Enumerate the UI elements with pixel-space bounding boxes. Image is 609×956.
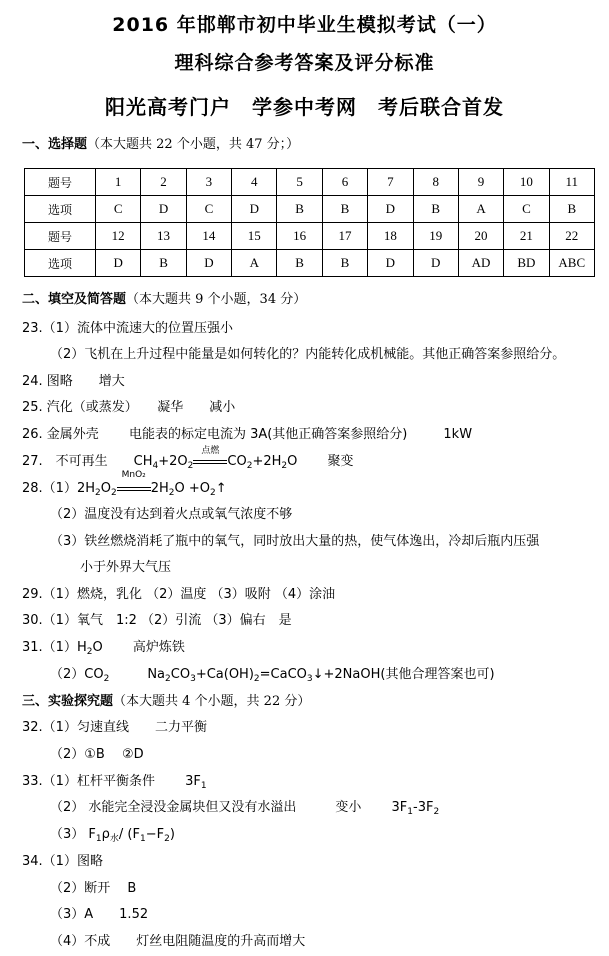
table-cell: 1 <box>96 169 141 196</box>
table-cell: 6 <box>322 169 367 196</box>
table-cell: 5 <box>277 169 322 196</box>
table-cell: 11 <box>549 169 594 196</box>
table-cell: 9 <box>458 169 503 196</box>
table-cell: 19 <box>413 223 458 250</box>
answer-33-2: （2） 水能完全浸没金属块但又没有水溢出 变小 $3F_1-3F_2$ <box>50 800 440 817</box>
table-cell: 16 <box>277 223 322 250</box>
answer-23-2: （2）飞机在上升过程中能量是如何转化的？内能转化成机械能。其他正确答案参照给分。 <box>50 347 566 362</box>
answer-28-3: （3）铁丝燃烧消耗了瓶中的氧气，同时放出大量的热，使气体逸出，冷却后瓶内压强 <box>50 534 540 549</box>
table-cell: B <box>277 250 322 277</box>
table-cell: 21 <box>504 223 549 250</box>
row-label: 题号 <box>25 223 96 250</box>
answer-25: 25. 汽化（或蒸发） 凝华 减小 <box>22 400 236 415</box>
answer-31-1: $31.(1)H_2O$ 高炉炼铁 <box>22 640 185 657</box>
table-cell: D <box>186 250 231 277</box>
table-cell: 14 <box>186 223 231 250</box>
table-cell: ABC <box>549 250 594 277</box>
table-cell: B <box>322 196 367 223</box>
section1-heading: 一、选择题（本大题共 22 个小题，共 47 分；） <box>22 137 300 152</box>
table-cell: 3 <box>186 169 231 196</box>
table-cell: BD <box>504 250 549 277</box>
answer-31-2: $(2)CO_2$ $Na_2CO_3+Ca(OH)_2=CaCO_3↓+2NaOH$(其他合理答案也可) <box>50 667 495 684</box>
table-cell: B <box>413 196 458 223</box>
answer-34-1: 34.（1）图略 <box>22 854 103 869</box>
table-row <box>25 223 595 250</box>
table-cell: AD <box>458 250 503 277</box>
table-row <box>25 250 595 277</box>
table-cell: C <box>96 196 141 223</box>
table-cell: 18 <box>368 223 413 250</box>
answer-28-1: $28.(1)2H_2O_2$ MnO₂ $2H_2O$ $+O_2↑$ <box>22 470 227 498</box>
table-cell: A <box>458 196 503 223</box>
answer-23-1: 23.（1）流体中流速大的位置压强小 <box>22 321 233 336</box>
answer-33-1: 33.（1）杠杆平衡条件 $3F_1$ <box>22 774 207 791</box>
answer-28-3-cont: 小于外界大气压 <box>80 560 172 575</box>
answer-34-3: （3）A 1.52 <box>50 907 149 922</box>
page-title: 2016 年邯郸市初中毕业生模拟考试（一） <box>112 14 497 36</box>
table-cell: 2 <box>141 169 186 196</box>
answer-24: 24. 图略 增大 <box>22 374 125 389</box>
answer-33-3: （3） $F_1\rho_水/$ $(F_1-F_2)$ <box>50 827 175 844</box>
table-cell: C <box>186 196 231 223</box>
table-cell: B <box>277 196 322 223</box>
answer-27: 27. 不可再生 $CH_4+2O_2$ 点燃 $CO_2+2H_2O$ 聚变 <box>22 450 354 471</box>
table-cell: B <box>141 250 186 277</box>
table-cell: 17 <box>322 223 367 250</box>
table-cell: D <box>368 196 413 223</box>
catalyst-label: MnO₂ <box>121 470 146 480</box>
answer-32-1: 32.（1）匀速直线 二力平衡 <box>22 720 207 735</box>
table-cell: 4 <box>232 169 277 196</box>
answer-34-2: （2）断开 B <box>50 881 137 896</box>
table-cell: B <box>322 250 367 277</box>
page-subtitle: 理科综合参考答案及评分标准 <box>174 52 435 74</box>
table-cell: D <box>141 196 186 223</box>
answer-30: 30.（1）氧气 1:2 （2）引流 （3）偏右 是 <box>22 613 292 628</box>
table-cell: 13 <box>141 223 186 250</box>
table-cell: C <box>504 196 549 223</box>
answer-table <box>24 168 595 277</box>
table-cell: D <box>413 250 458 277</box>
table-row <box>25 196 595 223</box>
table-cell: 7 <box>368 169 413 196</box>
row-label: 选项 <box>25 250 96 277</box>
table-cell: 20 <box>458 223 503 250</box>
table-cell: D <box>368 250 413 277</box>
answer-32-2: （2）①B ②D <box>50 747 144 762</box>
row-label: 选项 <box>25 196 96 223</box>
answer-29: 29.（1）燃烧，乳化 （2）温度 （3）吸附 （4）涂油 <box>22 587 336 602</box>
table-cell: 22 <box>549 223 594 250</box>
publisher-line: 阳光高考门户 学参中考网 考后联合首发 <box>105 95 504 119</box>
answer-34-4: （4）不成 灯丝电阻随温度的升高而增大 <box>50 934 306 949</box>
table-cell: D <box>232 196 277 223</box>
reaction-condition: 点燃 <box>201 446 220 456</box>
table-cell: B <box>549 196 594 223</box>
table-cell: A <box>232 250 277 277</box>
table-row <box>25 169 595 196</box>
section2-heading: 二、填空及简答题（本大题共 9 个小题，34 分） <box>22 292 307 307</box>
table-cell: 15 <box>232 223 277 250</box>
table-cell: 12 <box>96 223 141 250</box>
table-cell: D <box>96 250 141 277</box>
row-label: 题号 <box>25 169 96 196</box>
answer-26: 26. 金属外壳 电能表的标定电流为 3A(其他正确答案参照给分) 1kW <box>22 427 473 442</box>
table-cell: 10 <box>504 169 549 196</box>
table-cell: 8 <box>413 169 458 196</box>
answer-28-2: （2）温度没有达到着火点或氧气浓度不够 <box>50 507 293 522</box>
section3-heading: 三、实验探究题（本大题共 4 个小题，共 22 分） <box>22 694 311 709</box>
